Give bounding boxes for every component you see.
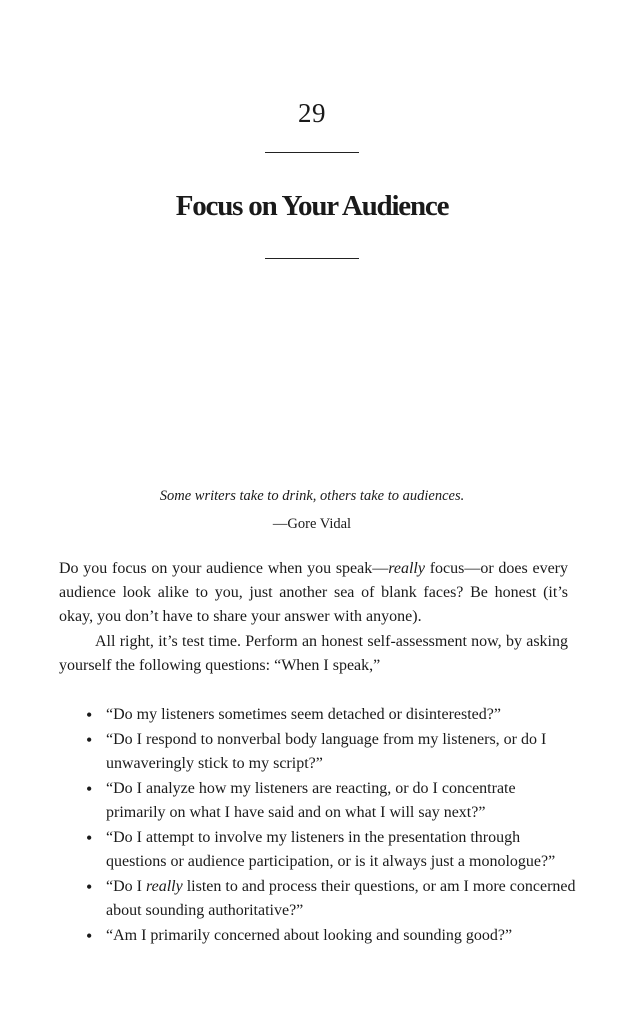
chapter-number: 29: [298, 98, 326, 128]
question-list: [86, 703, 576, 948]
question-item: • “Do I analyze how my listeners are reacting, or do I concentrate primarily on what I have said and on what I will say next?”: [86, 777, 576, 826]
question-emphasis: really: [145, 877, 183, 895]
question-item: • “Am I primarily concerned about looking and sounding good?”: [86, 924, 576, 949]
question-item: [86, 875, 576, 924]
divider-top: [265, 152, 359, 153]
paragraph-1: [59, 557, 568, 629]
epigraph-quote: Some writers take to drink, others take to audiences.: [159, 488, 465, 504]
chapter-title: Focus on Your Audience: [175, 190, 449, 222]
paragraph-1-emphasis: really: [388, 560, 425, 577]
paragraph-1-text-a: Do you focus on your audience when you speak—: [59, 560, 389, 577]
paragraph-2: All right, it’s test time. Perform an honest self-assessment now, by asking yourself the following questions: “When I speak,”: [59, 633, 568, 674]
paragraph-1-text-b: focus—or does every audience look alike to you, just another sea of blank faces? Be honest (it’s okay, you don’t have to share your answer with anyone).: [59, 560, 568, 625]
divider-bottom: [265, 258, 359, 259]
question-item: • “Do my listeners sometimes seem detached or disinterested?”: [86, 703, 576, 728]
question-item: • “Do I attempt to involve my listeners in the presentation through questions or audience participation, or is it always just a monologue?”: [86, 826, 576, 875]
question-text-a: “Do I: [106, 877, 146, 895]
question-text-b: listen to and process their questions, or am I more concerned about sounding authoritative?”: [106, 877, 576, 919]
question-item: • “Do I respond to nonverbal body language from my listeners, or do I unwaveringly stick to my script?”: [86, 728, 576, 777]
epigraph-attribution: —Gore Vidal: [272, 516, 352, 532]
